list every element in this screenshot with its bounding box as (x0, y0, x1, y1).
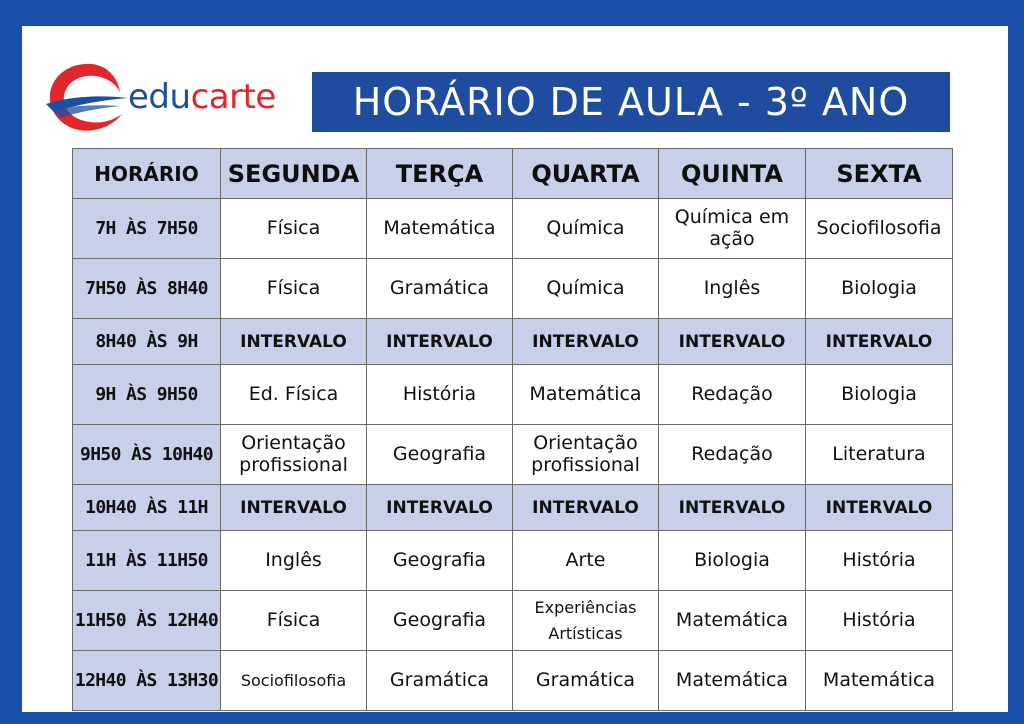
subject-cell: Inglês (659, 259, 806, 319)
time-slot-cell: 10H40 ÀS 11H (73, 485, 221, 531)
logo-swoosh-icon (44, 58, 134, 138)
logo-wordmark (128, 77, 276, 117)
subject-cell: Redação (659, 425, 806, 485)
header-row (73, 149, 953, 199)
subject-cell: Matemática (513, 365, 659, 425)
table-row (73, 199, 953, 259)
subject-cell: Química em ação (659, 199, 806, 259)
schedule-body (73, 199, 953, 711)
subject-cell: Ed. Física (221, 365, 367, 425)
subject-cell: Física (221, 591, 367, 651)
header-wednesday: QUARTA (513, 149, 659, 199)
subject-cell: Matemática (367, 199, 513, 259)
subject-cell: Química (513, 199, 659, 259)
time-slot-cell: 9H50 ÀS 10H40 (73, 425, 221, 485)
subject-cell: Matemática (806, 651, 953, 711)
time-slot-cell: 9H ÀS 9H50 (73, 365, 221, 425)
subject-cell: Matemática (659, 591, 806, 651)
educarte-logo (44, 58, 304, 138)
subject-cell: Literatura (806, 425, 953, 485)
break-cell: INTERVALO (221, 485, 367, 531)
header-monday: SEGUNDA (221, 149, 367, 199)
header-tuesday: TERÇA (367, 149, 513, 199)
time-slot-cell: 7H50 ÀS 8H40 (73, 259, 221, 319)
subject-cell: Sociofilosofia (221, 651, 367, 711)
subject-cell: História (806, 591, 953, 651)
table-row (73, 591, 953, 651)
break-cell: INTERVALO (367, 319, 513, 365)
break-row (73, 319, 953, 365)
table-row (73, 365, 953, 425)
subject-cell: Matemática (659, 651, 806, 711)
break-cell: INTERVALO (221, 319, 367, 365)
subject-cell: Geografia (367, 425, 513, 485)
subject-cell: Gramática (367, 259, 513, 319)
page-title: HORÁRIO DE AULA - 3º ANO (312, 72, 950, 132)
break-cell: INTERVALO (659, 319, 806, 365)
subject-cell: Orientação profissional (221, 425, 367, 485)
time-slot-cell: 12H40 ÀS 13H30 (73, 651, 221, 711)
subject-cell: Química (513, 259, 659, 319)
logo-text-edu: edu (128, 77, 191, 117)
table-row (73, 259, 953, 319)
subject-cell: Geografia (367, 531, 513, 591)
break-row (73, 485, 953, 531)
subject-cell: História (806, 531, 953, 591)
subject-cell: Arte (513, 531, 659, 591)
subject-cell: Redação (659, 365, 806, 425)
time-slot-cell: 11H50 ÀS 12H40 (73, 591, 221, 651)
subject-cell: Geografia (367, 591, 513, 651)
logo-text-carte: carte (190, 77, 276, 117)
subject-cell: Orientação profissional (513, 425, 659, 485)
subject-cell: Sociofilosofia (806, 199, 953, 259)
table-row (73, 651, 953, 711)
subject-cell: Gramática (513, 651, 659, 711)
break-cell: INTERVALO (806, 319, 953, 365)
subject-cell: Biologia (806, 259, 953, 319)
subject-cell: Gramática (367, 651, 513, 711)
header-thursday: QUINTA (659, 149, 806, 199)
time-slot-cell: 8H40 ÀS 9H (73, 319, 221, 365)
schedule-table (72, 148, 953, 711)
table-row (73, 531, 953, 591)
subject-cell: Inglês (221, 531, 367, 591)
subject-cell: Experiências Artísticas (513, 591, 659, 651)
header-time: HORÁRIO (73, 149, 221, 199)
header-friday: SEXTA (806, 149, 953, 199)
subject-cell: Física (221, 199, 367, 259)
time-slot-cell: 7H ÀS 7H50 (73, 199, 221, 259)
table-row (73, 425, 953, 485)
break-cell: INTERVALO (513, 319, 659, 365)
break-cell: INTERVALO (513, 485, 659, 531)
subject-cell: Biologia (659, 531, 806, 591)
subject-cell: Biologia (806, 365, 953, 425)
time-slot-cell: 11H ÀS 11H50 (73, 531, 221, 591)
subject-cell: Física (221, 259, 367, 319)
subject-cell: História (367, 365, 513, 425)
break-cell: INTERVALO (659, 485, 806, 531)
break-cell: INTERVALO (367, 485, 513, 531)
break-cell: INTERVALO (806, 485, 953, 531)
